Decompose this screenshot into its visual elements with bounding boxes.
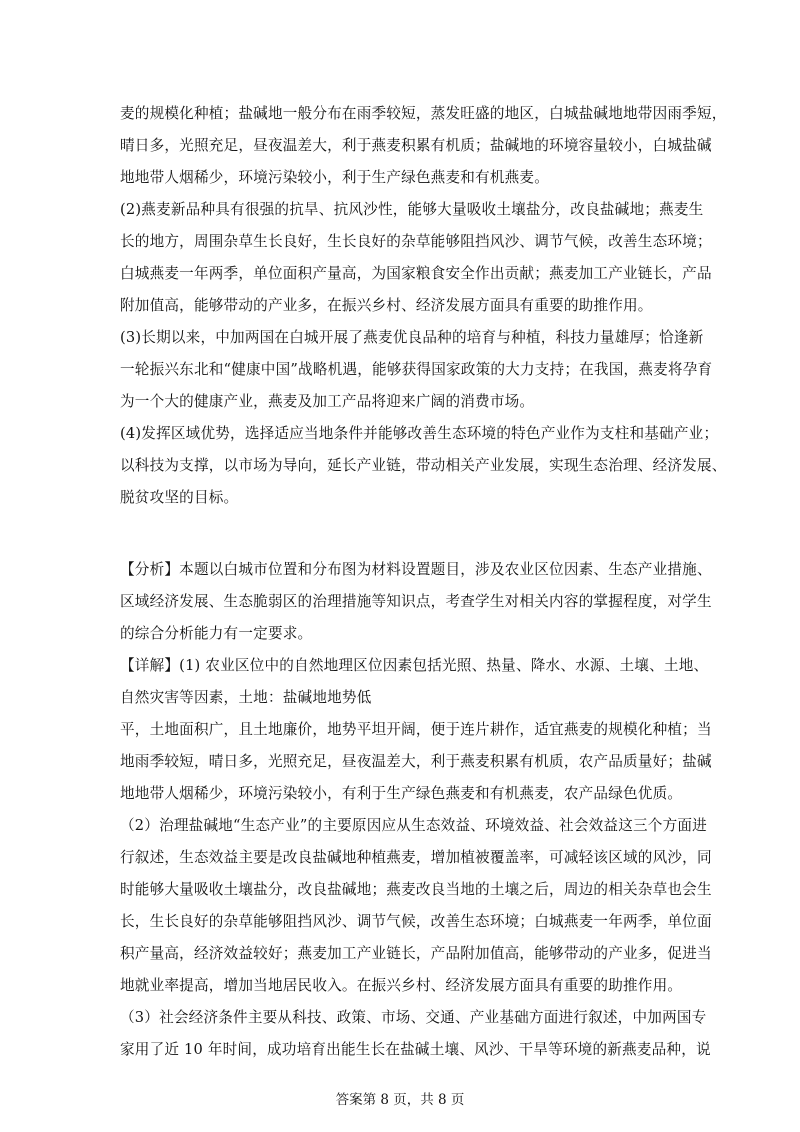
text-line: 地地带人烟稀少，环境污染较小，有利于生产绿色燕麦和有机燕麦，农产品绿色优质。 [120,785,683,802]
paragraph-gap [120,514,692,554]
text-line: 的综合分析能力有一定要求。 [120,625,313,642]
text-line: (4)发挥区域优势，选择适应当地条件并能够改善生态环境的特色产业作为支柱和基础产业； [120,425,719,442]
document-body [120,98,727,1066]
text-line: 【分析】本题以白城市位置和分布图为材料设置题目，涉及农业区位因素、生态产业措施、 [120,561,712,578]
text-line: 地雨季较短，晴日多，光照充足，昼夜温差大，利于燕麦积累有机质，农产品质量好；盐碱 [120,753,712,770]
text-line: 时能够大量吸收土壤盐分，改良盐碱地；燕麦改良当地的土壤之后，周边的相关杂草也会生 [120,881,712,898]
text-line: 长，生长良好的杂草能够阻挡风沙、调节气候，改善生态环境；白城燕麦一年两季，单位面 [120,913,712,930]
text-line: (3)长期以来，中加两国在白城开展了燕麦优良品种的培育与种植，科技力量雄厚；恰逢新 [120,329,704,346]
text-line: （2）治理盐碱地“生态产业”的主要原因应从生态效益、环境效益、社会效益这三个方面进 [120,817,707,834]
text-line: 脱贫攻坚的目标。 [120,489,239,506]
text-line: （3）社会经济条件主要从科技、政策、市场、交通、产业基础方面进行叙述，中加两国专 [120,1009,707,1026]
text-line: 区域经济发展、生态脆弱区的治理措施等知识点，考查学生对相关内容的掌握程度，对学生 [120,593,712,610]
text-line: 附加值高，能够带动的产业多，在振兴乡村、经济发展方面具有重要的助推作用。 [120,297,653,314]
text-line: 白城燕麦一年两季，单位面积产量高，为国家粮食安全作出贡献；燕麦加工产业链长，产品 [120,265,712,282]
text-line: 地地带人烟稀少，环境污染较小，利于生产绿色燕麦和有机燕麦。 [120,169,550,186]
text-line: 以科技为支撑，以市场为导向，延长产业链，带动相关产业发展，实现生态治理、经济发展、 [120,457,727,474]
text-line: 晴日多，光照充足，昼夜温差大，利于燕麦积累有机质；盐碱地的环境容量较小，白城盐碱 [120,137,712,154]
text-line: 自然灾害等因素，土地：盐碱地地势低 [120,689,372,706]
text-line: 一轮振兴东北和“健康中国”战略机遇，能够获得国家政策的大力支持；在我国，燕麦将孕育 [120,361,713,378]
text-line: (2)燕麦新品种具有很强的抗旱、抗风沙性，能够大量吸收土壤盐分，改良盐碱地；燕麦生 [120,201,704,218]
text-line: 【详解】(1) 农业区位中的自然地理区位因素包括光照、热量、降水、水源、土壤、土地、 [120,657,709,674]
text-line: 地就业率提高，增加当地居民收入。在振兴乡村、经济发展方面具有重要的助推作用。 [120,977,683,994]
text-line: 为一个大的健康产业，燕麦及加工产品将迎来广阔的消费市场。 [120,393,535,410]
text-line: 行叙述，生态效益主要是改良盐碱地种植燕麦，增加植被覆盖率，可减轻该区域的风沙，同 [120,849,712,866]
text-line: 长的地方，周围杂草生长良好，生长良好的杂草能够阻挡风沙、调节气候，改善生态环境； [120,233,712,250]
text-line: 积产量高，经济效益较好；燕麦加工产业链长，产品附加值高，能够带动的产业多，促进当 [120,945,712,962]
text-line: 麦的规模化种植；盐碱地一般分布在雨季较短，蒸发旺盛的地区，白城盐碱地地带因雨季短， [120,105,727,122]
page-footer: 答案第 8 页，共 8 页 [335,1092,465,1108]
text-line: 家用了近 10 年时间，成功培育出能生长在盐碱土壤、风沙、干旱等环境的新燕麦品种，说 [120,1041,711,1058]
text-line: 平，土地面积广，且土地廉价，地势平坦开阔，便于连片耕作，适宜燕麦的规模化种植；当 [120,721,712,738]
